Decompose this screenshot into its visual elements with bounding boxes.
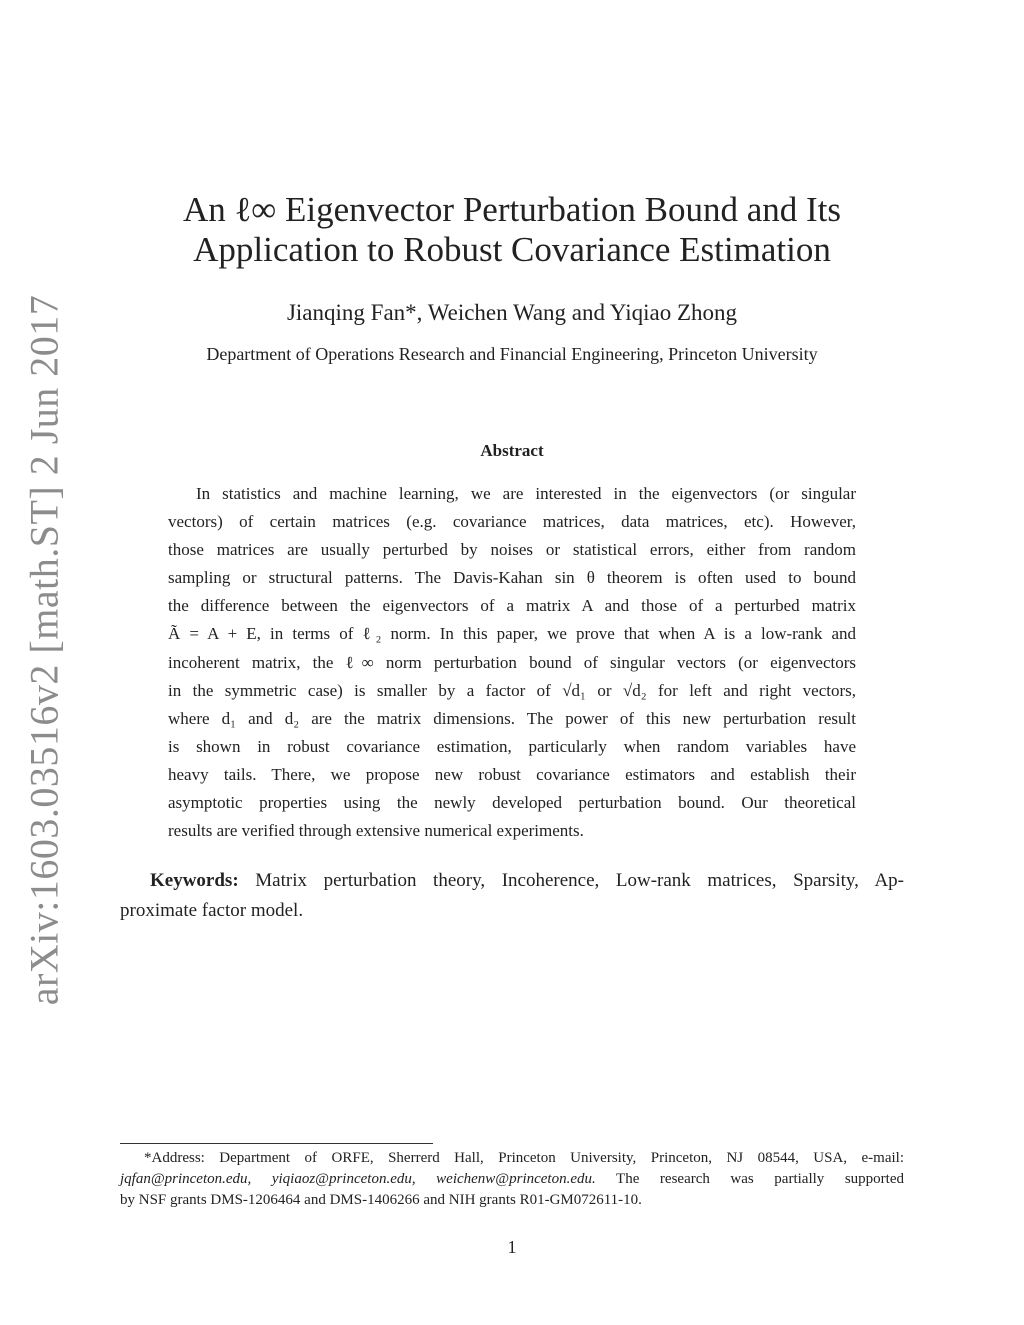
abstract-body [168, 480, 856, 845]
footnote-line-2 [120, 1169, 904, 1190]
footnote-emails: jqfan@princeton.edu, yiqiaoz@princeton.edu, weichenw@princeton.edu. [120, 1171, 596, 1187]
title-line-2: Application to Robust Covariance Estimation [193, 230, 831, 269]
abstract-line: where d₁ and d₂ are the matrix dimensions. The power of this new perturbation result [168, 708, 856, 728]
affiliation: Department of Operations Research and Financial Engineering, Princeton University [206, 344, 818, 364]
abstract-heading: Abstract [480, 441, 544, 460]
keywords-section [120, 866, 904, 926]
abstract-line: is shown in robust covariance estimation, particularly when random variables have [168, 736, 856, 756]
abstract-line: vectors) of certain matrices (e.g. covariance matrices, data matrices, etc). However, [168, 512, 856, 532]
paper-title [0, 190, 1024, 270]
abstract-line: in the symmetric case) is smaller by a factor of √d₁ or √d₂ for left and right vectors, [168, 680, 856, 700]
abstract-line: incoherent matrix, the ℓ∞ norm perturbation bound of singular vectors (or eigenvectors [168, 652, 856, 672]
footnote-support-text: The research was partially supported [595, 1171, 904, 1187]
page-number: 1 [507, 1237, 517, 1257]
abstract-line: those matrices are usually perturbed by noises or statistical errors, either from random [168, 540, 856, 560]
abstract-line: sampling or structural patterns. The Davis-Kahan sin θ theorem is often used to bound [168, 568, 856, 588]
footnote-divider [120, 1143, 433, 1144]
footnote [120, 1148, 904, 1211]
keywords-label: Keywords: [150, 870, 239, 891]
footnote-line-3: by NSF grants DMS-1206464 and DMS-1406266 and NIH grants R01-GM072611-10. [120, 1192, 642, 1208]
abstract-line: the difference between the eigenvectors of a matrix A and those of a perturbed matrix [168, 596, 856, 616]
abstract-line: In statistics and machine learning, we are interested in the eigenvectors (or singular [196, 484, 856, 503]
abstract-line: Ã = A + E, in terms of ℓ₂ norm. In this paper, we prove that when A is a low-rank and [168, 624, 856, 644]
footnote-line-1: *Address: Department of ORFE, Sherrerd Hall, Princeton University, Princeton, NJ 08544, USA, e-mail: [144, 1150, 904, 1166]
title-line-1: An ℓ∞ Eigenvector Perturbation Bound and Its [183, 190, 841, 229]
abstract-line: results are verified through extensive numerical experiments. [168, 821, 584, 841]
keywords-line-1 [120, 866, 904, 896]
keywords-text: Matrix perturbation theory, Incoherence, Low-rank matrices, Sparsity, Ap- [255, 870, 905, 891]
keywords-line-2: proximate factor model. [120, 900, 304, 921]
abstract-line: asymptotic properties using the newly developed perturbation bound. Our theoretical [168, 793, 856, 813]
arxiv-identifier-stamp: arXiv:1603.03516v2 [math.ST] 2 Jun 2017 [21, 294, 67, 1006]
abstract-line: heavy tails. There, we propose new robust covariance estimators and establish their [168, 764, 856, 784]
author-list: Jianqing Fan*, Weichen Wang and Yiqiao Zhong [286, 300, 738, 325]
